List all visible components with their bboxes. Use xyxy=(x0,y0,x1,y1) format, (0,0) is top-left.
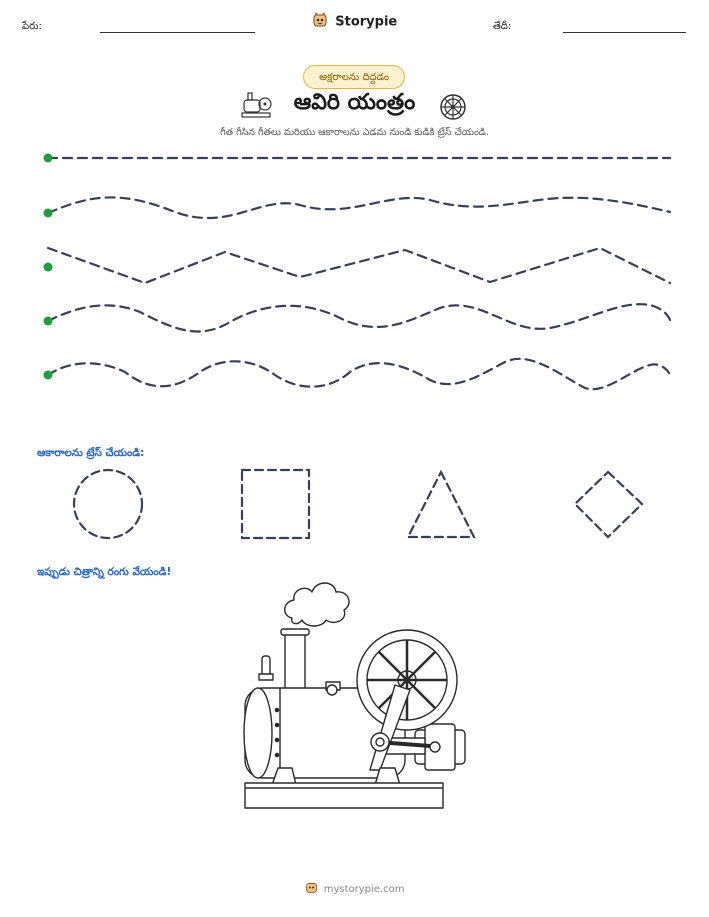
wheel-icon xyxy=(438,92,468,126)
trace-line-wave-3 xyxy=(48,359,670,389)
footer-link[interactable]: mystorypie.com xyxy=(323,884,405,895)
start-dot xyxy=(44,371,53,380)
brand-name: Storypie xyxy=(335,14,398,30)
name-label: పేరు: xyxy=(22,21,42,32)
chimney xyxy=(285,633,305,693)
storypie-logo-icon xyxy=(305,881,318,897)
page-title: ఆవిరి యంత్రం xyxy=(293,90,416,115)
steam-engine-drawing[interactable] xyxy=(230,570,475,815)
start-dot xyxy=(44,209,53,218)
name-line[interactable] xyxy=(100,32,255,33)
start-dot xyxy=(44,154,53,163)
trace-line-wave-1 xyxy=(48,197,670,218)
tracing-shapes xyxy=(0,460,709,545)
date-label: తేదీ: xyxy=(493,21,512,32)
shape-square xyxy=(242,470,309,538)
base-platform xyxy=(245,783,443,808)
trace-line-wave-2 xyxy=(48,304,670,331)
start-dot xyxy=(44,263,53,272)
start-dot xyxy=(44,317,53,326)
trace-line-zigzag xyxy=(48,248,670,283)
tracing-lines xyxy=(0,140,709,400)
instructions: గీత గీసిన గీతలు మరియు ఆకారాలను ఎడమ నుండి కుడికి ట్రేస్ చేయండి. xyxy=(220,127,489,138)
shape-circle xyxy=(74,470,142,538)
date-line[interactable] xyxy=(563,32,686,33)
brand xyxy=(0,12,709,32)
coloring-heading: ఇప్పుడు చిత్రాన్ని రంగు వేయండి! xyxy=(37,566,172,578)
shape-triangle xyxy=(408,472,474,537)
footer xyxy=(0,881,709,897)
shape-diamond xyxy=(575,472,642,537)
smoke-cloud xyxy=(285,583,349,626)
shapes-heading: ఆకారాలను ట్రేస్ చేయండి: xyxy=(37,447,145,459)
storypie-logo-icon xyxy=(312,12,328,32)
activity-badge: అక్షరాలను దిద్దడం xyxy=(303,65,405,89)
